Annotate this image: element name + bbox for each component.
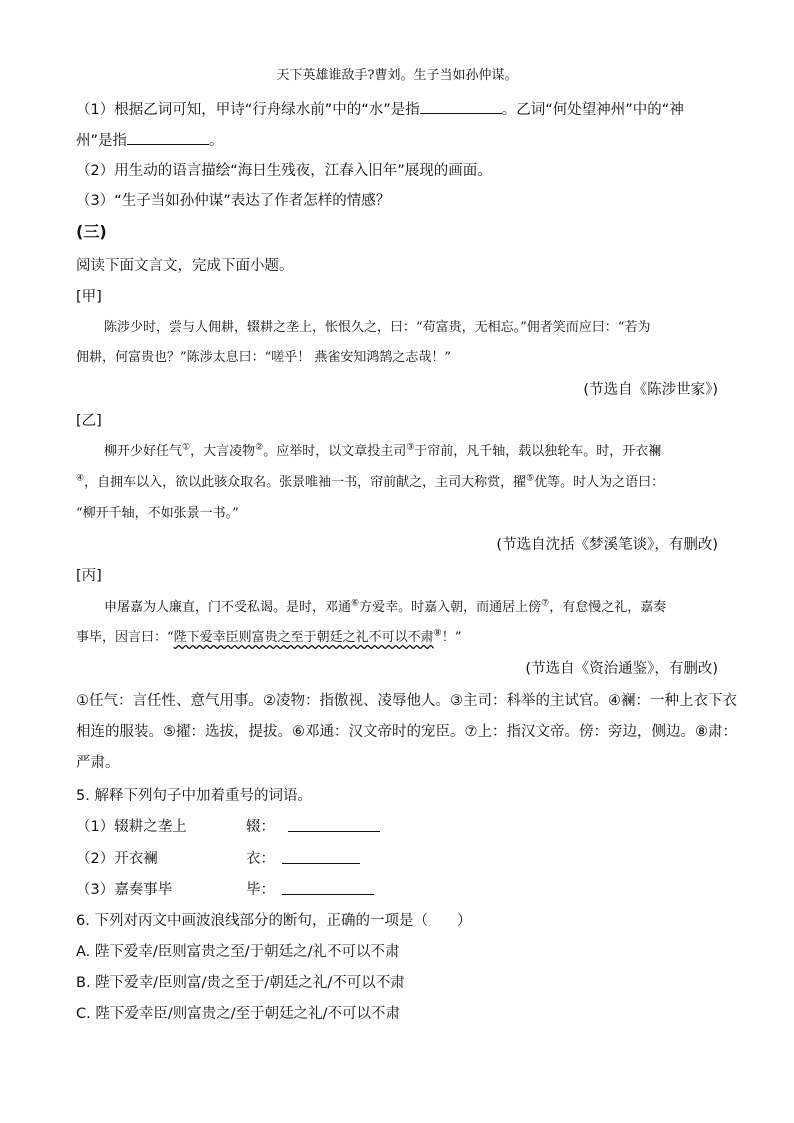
question-1-line-2 — [76, 130, 224, 151]
q5-answer-blank[interactable] — [282, 880, 374, 901]
note-ref: ⑦ — [541, 598, 550, 609]
yi-line-3: “柳开千轴，不如张景一书。” — [76, 506, 239, 521]
question-1-line-1 — [76, 99, 684, 120]
yi-label: [乙] — [76, 413, 102, 429]
note-ref: ② — [255, 442, 264, 453]
q6-option-b[interactable]: B. 陛下爱幸/臣则富/贵之至于/朝廷之礼/不可以不肃 — [76, 975, 405, 991]
q1-text-d: 。 — [209, 133, 224, 149]
note-ref: ⑥ — [351, 598, 360, 609]
yi-line-1 — [104, 442, 661, 462]
note-ref: ① — [182, 442, 191, 453]
note-ref: ⑤ — [526, 473, 535, 484]
q5-answer-blank[interactable] — [288, 817, 380, 838]
note-ref: ③ — [406, 442, 415, 453]
section-3-heading: (三) — [76, 222, 107, 241]
instruction: 阅读下面文言文，完成下面小题。 — [76, 258, 294, 274]
q6-option-a[interactable]: A. 陛下爱幸/臣则富贵之至/于朝廷之/礼不可以不肃 — [76, 944, 400, 960]
bing-text: ！” — [441, 630, 462, 645]
yi-text: 柳开少好任气 — [104, 444, 183, 459]
q5-word: 毕： — [246, 882, 275, 898]
bing-text: 方爱幸。时嘉入朝，而通居上傍 — [359, 600, 542, 615]
q5-answer-blank[interactable] — [282, 849, 360, 870]
notes-line-3: 严肃。 — [76, 755, 120, 771]
notes-line-2: 相连的服装。⑤擢：选拔，提拔。⑥邓通：汉文帝时的宠臣。⑦上：指汉文帝。傍：旁边，侧边。⑧肃： — [76, 724, 737, 740]
q1-text-b: 。乙词“何处望神州”中的“神 — [501, 102, 684, 118]
bing-text: ，有怠慢之礼，嘉奏 — [549, 600, 667, 615]
bing-label: [丙] — [76, 568, 102, 584]
bing-source: (节选自《资治通鉴》，有删改) — [525, 661, 718, 677]
yi-text: 于帘前，凡千轴，载以独轮车。时，开衣襕 — [414, 444, 662, 459]
question-6-stem: 6. 下列对丙文中画波浪线部分的断句，正确的一项是（ ） — [76, 913, 472, 929]
q5-item: （2）开衣襕 — [76, 851, 158, 867]
q6-option-c[interactable]: C. 陛下爱幸臣/则富贵之/至于朝廷之礼/不可以不肃 — [76, 1006, 400, 1022]
jia-source: (节选自《陈涉世家》) — [583, 382, 718, 398]
notes-line-1: ①任气：言任性、意气用事。②凌物：指傲视、凌辱他人。③主司：科举的主试官。④襕：一种上衣下衣 — [76, 693, 737, 709]
bing-line-1 — [104, 598, 666, 618]
question-2: （2）用生动的语言描绘“海日生残夜，江春入旧年”展现的画面。 — [76, 163, 492, 179]
yi-line-2 — [76, 473, 664, 493]
bing-text: 事毕，因言曰：“ — [76, 630, 174, 645]
yi-text: ，大言凌物 — [190, 444, 256, 459]
yi-text: 。应举时，以文章投主司 — [263, 444, 407, 459]
bing-line-2 — [76, 628, 461, 648]
wavy-underlined-sentence: 陛下爱幸臣则富贵之至于朝廷之礼不可以不肃 — [173, 630, 434, 645]
jia-line-1: 陈涉少时，尝与人佣耕，辍耕之垄上，怅恨久之，曰：“苟富贵，无相忘。”佣者笑而应曰：“若为 — [104, 320, 651, 335]
note-ref: ⑧ — [433, 628, 442, 639]
yi-source: (节选自沈括《梦溪笔谈》，有删改) — [496, 537, 718, 553]
q5-word: 衣： — [246, 851, 275, 867]
q1-blank-1[interactable] — [420, 99, 502, 114]
question-3: （3）“生子当如孙仲谋”表达了作者怎样的情感？ — [76, 193, 391, 209]
yi-text: 优等。时人为之语曰： — [534, 475, 665, 490]
poem-line: 天下英雄谁敌手?曹刘。生子当如孙仲谋。 — [276, 68, 518, 83]
jia-label: [甲] — [76, 289, 102, 305]
q1-blank-2[interactable] — [127, 130, 209, 145]
note-ref: ④ — [76, 473, 85, 484]
bing-text: 申屠嘉为人廉直，门不受私谒。是时，邓通 — [104, 600, 352, 615]
q5-item: （1）辍耕之垄上 — [76, 819, 187, 835]
q1-text-c: 州”是指 — [76, 133, 128, 149]
yi-text: ，自拥车以入，欲以此骇众取名。张景唯袖一书，帘前献之，主司大称赏，擢 — [84, 475, 527, 490]
q5-word: 辍： — [246, 819, 275, 835]
jia-line-2: 佣耕，何富贵也？”陈涉太息曰：“嗟乎！ 燕雀安知鸿鹄之志哉！” — [76, 350, 452, 365]
question-5-stem: 5. 解释下列句子中加着重号的词语。 — [76, 788, 312, 804]
q5-item: （3）嘉奏事毕 — [76, 882, 173, 898]
q1-text-a: （1）根据乙词可知，甲诗“行舟绿水前”中的“水”是指 — [76, 102, 420, 118]
